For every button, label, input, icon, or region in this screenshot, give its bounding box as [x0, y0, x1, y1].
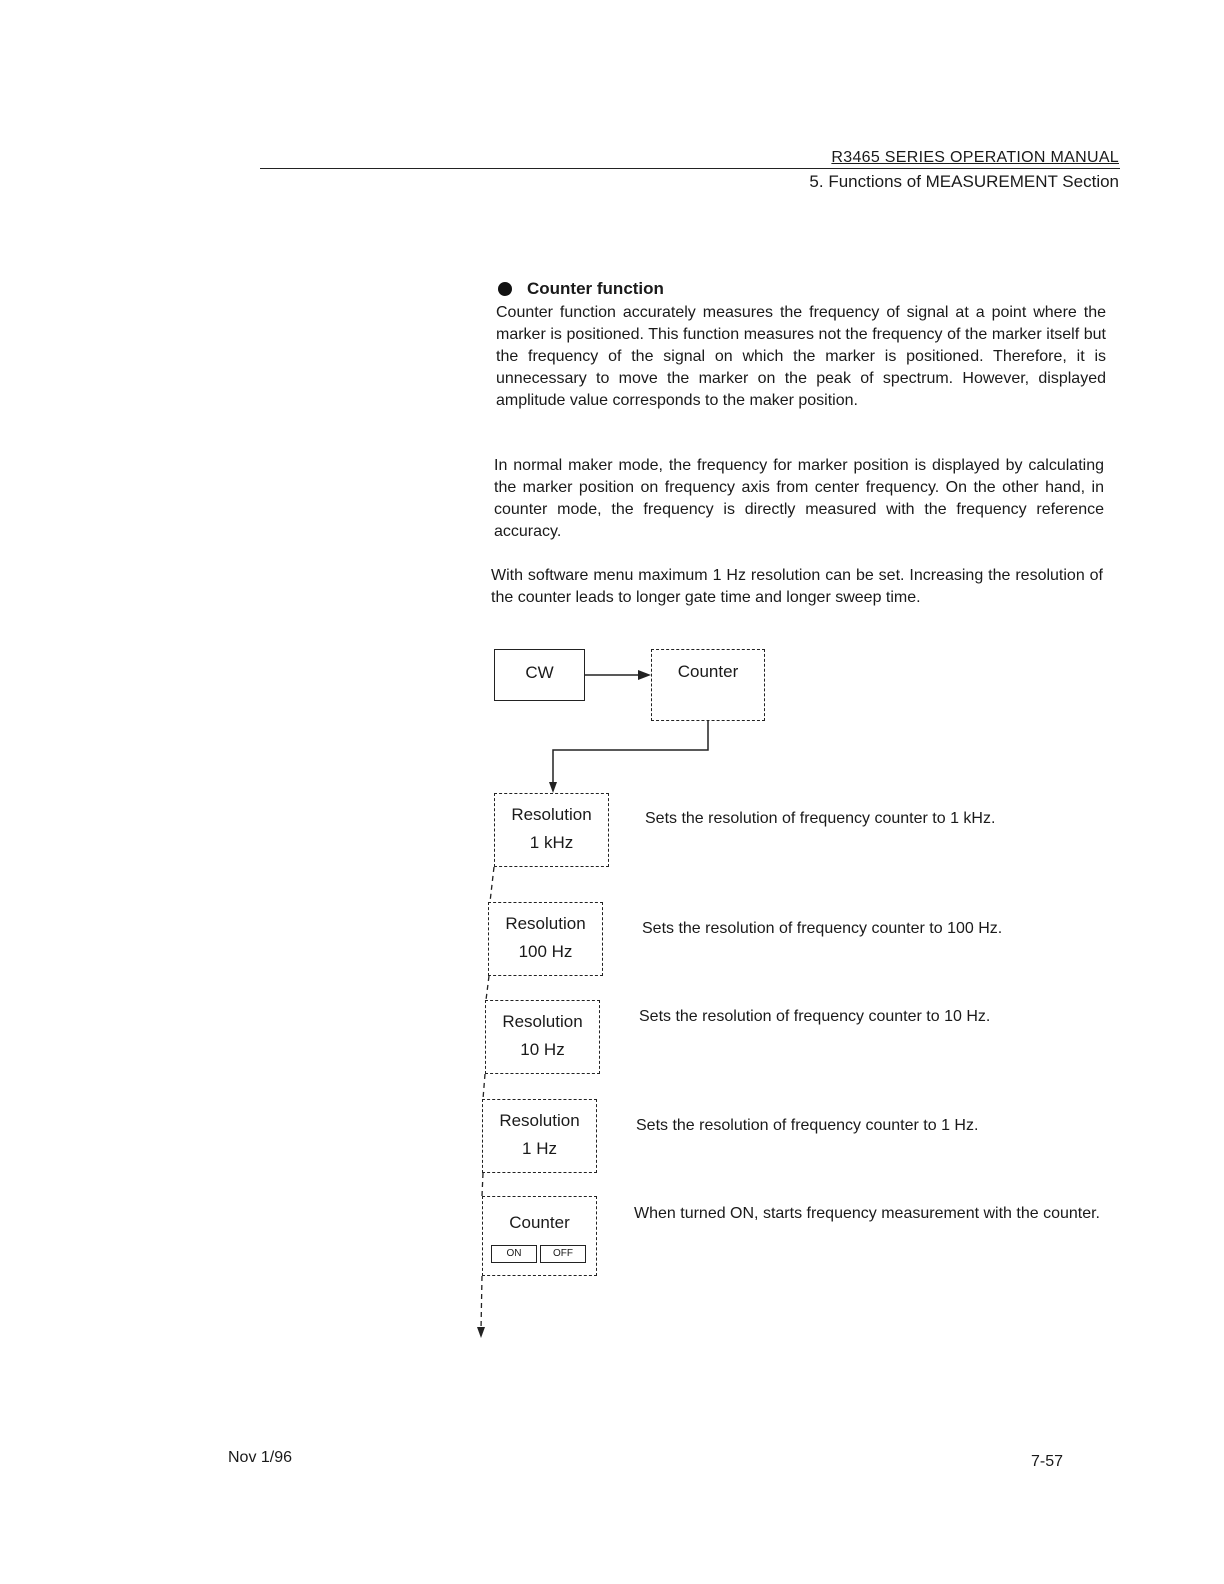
- resolution-1khz-key[interactable]: [494, 793, 609, 867]
- resolution-10hz-desc: Sets the resolution of frequency counter to 10 Hz.: [639, 1008, 991, 1025]
- paragraph-3: With software menu maximum 1 Hz resolution can be set. Increasing the resolution of the counter leads to longer gate time and longer sweep time.: [491, 567, 1103, 606]
- resolution-1khz-value: 1 kHz: [529, 833, 574, 852]
- resolution-1khz-label: Resolution: [511, 805, 592, 824]
- section-title: 5. Functions of MEASUREMENT Section: [809, 172, 1119, 191]
- resolution-1khz-desc: Sets the resolution of frequency counter to 1 kHz.: [645, 810, 996, 827]
- resolution-10hz-key[interactable]: [485, 1000, 600, 1074]
- resolution-10hz-label: Resolution: [502, 1012, 583, 1031]
- paragraph-2: In normal maker mode, the frequency for marker position is displayed by calculating the marker position on frequency axis from center frequency. On the other hand, in counter mode, the frequency is directly measured with the frequency reference accuracy.: [494, 457, 1104, 540]
- counter-toggle-label: Counter: [509, 1213, 570, 1232]
- counter-on-toggle[interactable]: ON: [491, 1245, 537, 1263]
- cw-to-counter-arrowhead: [638, 670, 651, 680]
- resolution-1hz-label: Resolution: [499, 1111, 580, 1130]
- footer-date: Nov 1/96: [228, 1449, 293, 1466]
- resolution-100hz-key[interactable]: [488, 902, 603, 976]
- resolution-100hz-desc: Sets the resolution of frequency counter to 100 Hz.: [642, 920, 1003, 937]
- resolution-100hz-label: Resolution: [505, 914, 586, 933]
- menu-continue-arrowhead: [477, 1327, 485, 1338]
- counter-to-menu-line: [553, 721, 708, 785]
- resolution-100hz-value: 100 Hz: [518, 942, 573, 961]
- menu-continue-line: [481, 1276, 482, 1330]
- menu-link-4: [482, 1173, 483, 1196]
- paragraph-1: Counter function accurately measures the frequency of signal at a point where the marker is positioned. This function measures not the frequency of the marker itself but the frequency of the signal on which the marker is positioned. Therefore, it is unnecessary to move the marker on the peak of spectrum. However, displayed amplitude value corresponds to the maker position.: [496, 304, 1106, 409]
- counter-off-toggle[interactable]: OFF: [540, 1245, 586, 1263]
- counter-menu-key[interactable]: [651, 649, 765, 721]
- counter-toggle-desc: When turned ON, starts frequency measurement with the counter.: [634, 1205, 1100, 1222]
- resolution-1hz-desc: Sets the resolution of frequency counter to 1 Hz.: [636, 1117, 979, 1134]
- page-number: 7-57: [1031, 1453, 1064, 1470]
- cw-key-label: CW: [525, 663, 554, 682]
- resolution-1hz-key[interactable]: [482, 1099, 597, 1173]
- section-heading-text: Counter function: [527, 279, 664, 298]
- menu-link-3: [483, 1074, 485, 1099]
- menu-link-2: [486, 976, 489, 1000]
- resolution-1hz-value: 1 Hz: [522, 1139, 557, 1158]
- counter-to-menu-arrowhead: [549, 782, 557, 793]
- resolution-10hz-value: 10 Hz: [520, 1040, 565, 1059]
- counter-menu-label: Counter: [677, 662, 739, 681]
- counter-on-off-key[interactable]: [482, 1196, 597, 1276]
- cw-key[interactable]: [494, 649, 585, 701]
- menu-link-1: [490, 867, 494, 902]
- manual-title: R3465 SERIES OPERATION MANUAL: [831, 149, 1119, 166]
